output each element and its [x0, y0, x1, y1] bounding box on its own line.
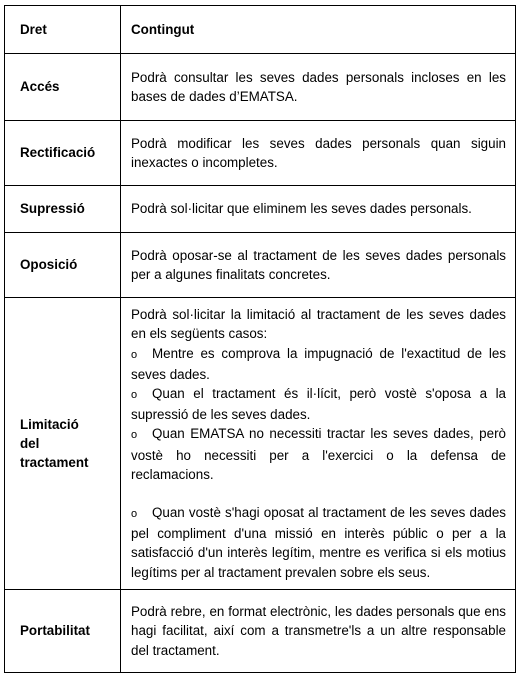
- list-item: o Quan EMATSA no necessiti tractar les seves dades, però vostè ho necessiti per a l'exercici o la defensa de reclamacions.: [131, 426, 506, 482]
- right-name: Oposició: [5, 233, 121, 298]
- right-name-line: del: [20, 435, 40, 451]
- right-content: Podrà modificar les seves dades personals quan siguin inexactes o incompletes.: [121, 121, 516, 186]
- right-content: Podrà oposar-se al tractament de les seves dades personals per a algunes finalitats concretes.: [121, 233, 516, 298]
- header-dret: Dret: [5, 6, 121, 54]
- bullet-icon: o: [131, 508, 138, 520]
- right-name-line: tractament: [20, 455, 89, 471]
- table-header-row: [5, 6, 516, 54]
- list-item: o Quan el tractament és il·lícit, però vostè s'oposa a la supressió de les seves dades.: [131, 385, 506, 423]
- bullet-icon: o: [131, 348, 138, 361]
- right-name: Rectificació: [5, 121, 121, 186]
- list-item: o Mentre es comprova la impugnació de l'exactitud de les seves dades.: [131, 345, 506, 382]
- table-row: [5, 186, 516, 233]
- right-name: Accés: [5, 54, 121, 121]
- rights-table: [4, 5, 516, 673]
- right-name: [5, 298, 121, 590]
- right-content: [121, 298, 516, 590]
- right-content: Podrà consultar les seves dades personals incloses en les bases de dades d’EMATSA.: [121, 54, 516, 121]
- limitation-intro: Podrà sol·licitar la limitació al tractament de les seves dades en els següents casos:: [131, 307, 506, 342]
- header-contingut: Contingut: [121, 6, 516, 54]
- right-name-line: Limitació: [20, 416, 79, 432]
- table-row: [5, 590, 516, 673]
- list-item: o Quan vostè s'hagi oposat al tractament de les seves dades pel compliment d'una missió en interès públic o per a la satisfacció d'un interès legítim, mentre es verifica si els motius legítims per al tractament prevalen sobre els seus.: [131, 505, 506, 580]
- right-name: Portabilitat: [5, 590, 121, 673]
- bullet-icon: o: [131, 429, 138, 442]
- table-row: [5, 298, 516, 590]
- table-row: [5, 54, 516, 121]
- bullet-icon: o: [131, 388, 138, 401]
- table-row: [5, 233, 516, 298]
- right-name: Supressió: [5, 186, 121, 233]
- right-content: Podrà sol·licitar que eliminem les seves dades personals.: [121, 186, 516, 233]
- table-row: [5, 121, 516, 186]
- right-content: Podrà rebre, en format electrònic, les dades personals que ens hagi facilitat, així com a transmetre'ls a un altre responsable del tractament.: [121, 590, 516, 673]
